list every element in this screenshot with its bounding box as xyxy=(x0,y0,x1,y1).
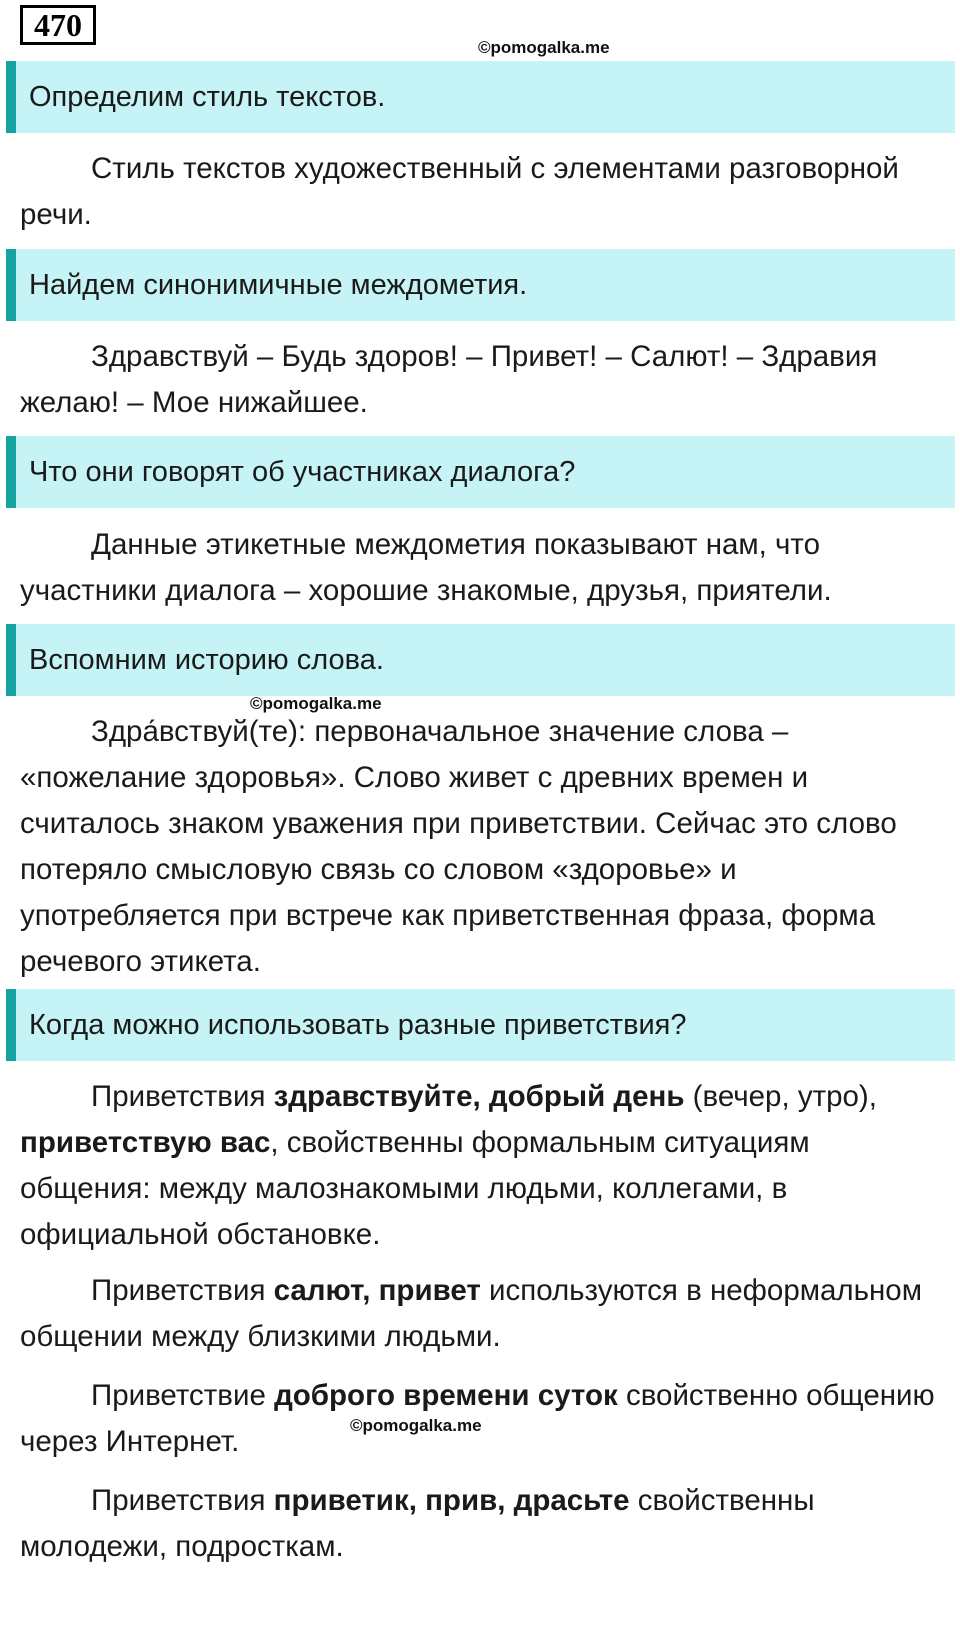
greetings-internet-paragraph: Приветствие доброго времени суток свойственно общению через Интернет. xyxy=(20,1379,935,1458)
section-text-participants: Данные этикетные междометия показывают нам, что участники диалога – хорошие знакомые, друзья, приятели. xyxy=(20,528,832,607)
greetings-formal-paragraph: Приветствия здравствуйте, добрый день (вечер, утро), приветствую вас, свойственны формальным ситуациям общения: между малознакомыми людьми, коллегами, в официальной обстановке. xyxy=(20,1080,877,1251)
watermark-middle: ©pomogalka.me xyxy=(250,694,382,713)
section-text-word-history: Здра́вствуй(те): первоначальное значение слова – «пожелание здоровья». Слово живет с древних времен и считалось знаком уважения при приветствии. Сейчас это слово потеряло смысловую связь со словом «здоровье» и употребляется при встрече как приветственная фраза, форма речевого этикета. xyxy=(20,715,897,978)
section-heading-word-history: Вспомним историю слова. xyxy=(6,624,955,696)
youth-greetings-bold: приветик, прив, драсьте xyxy=(273,1484,630,1517)
greetings-youth-paragraph: Приветствия приветик, прив, драсьте свойственны молодежи, подросткам. xyxy=(20,1484,815,1563)
section-heading-participants: Что они говорят об участниках диалога? xyxy=(6,436,955,508)
section-heading-style: Определим стиль текстов. xyxy=(6,61,955,133)
task-number: 470 xyxy=(20,5,96,45)
watermark-bottom: ©pomogalka.me xyxy=(350,1416,482,1435)
section-text-style: Стиль текстов художественный с элементами разговорной речи. xyxy=(20,152,899,231)
section-text-synonyms: Здравствуй – Будь здоров! – Привет! – Салют! – Здравия желаю! – Мое нижайшее. xyxy=(20,340,878,419)
greetings-informal-paragraph: Приветствия салют, привет используются в неформальном общении между близкими людьми. xyxy=(20,1274,922,1353)
formal-greetings-bold-2: приветствую вас xyxy=(20,1126,271,1159)
watermark-top: ©pomogalka.me xyxy=(478,38,610,57)
informal-greetings-bold: салют, привет xyxy=(273,1274,481,1307)
formal-greetings-bold: здравствуйте, добрый день xyxy=(273,1080,685,1113)
internet-greeting-bold: доброго времени суток xyxy=(274,1379,618,1412)
section-heading-synonyms: Найдем синонимичные междометия. xyxy=(6,249,955,321)
section-heading-greetings-usage: Когда можно использовать разные приветствия? xyxy=(6,989,955,1061)
